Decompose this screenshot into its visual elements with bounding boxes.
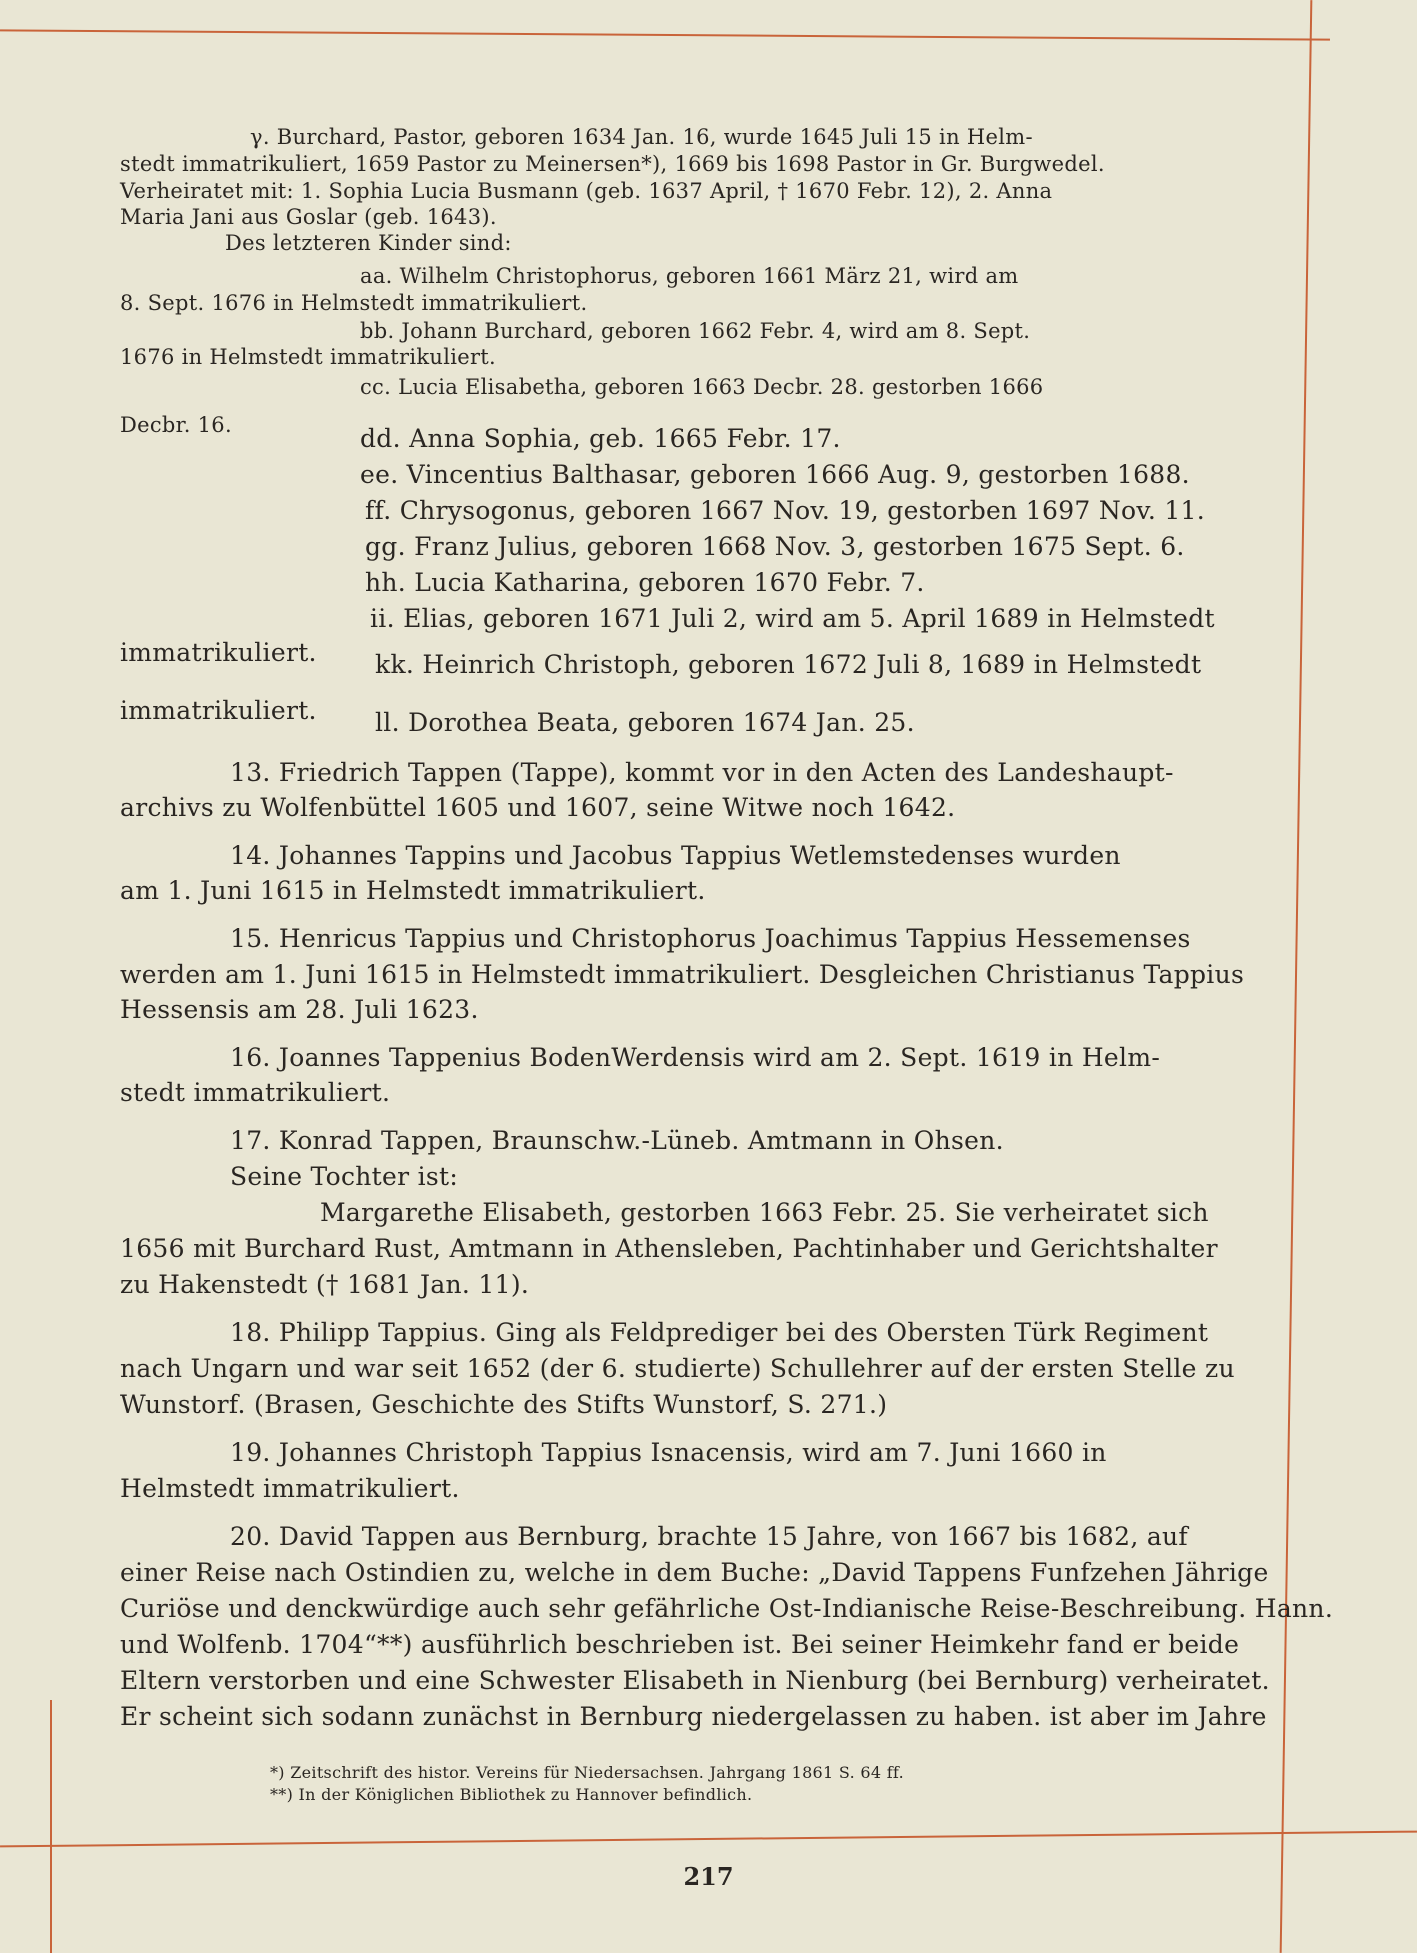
footnote: **) In der Königlichen Bibliothek zu Hannover befindlich. [270,1785,753,1804]
text-line: aa. Wilhelm Christophorus, geboren 1661 März 21, wird am [360,264,1019,288]
text-line: ii. Elias, geboren 1671 Juli 2, wird am 5. April 1689 in Helmstedt [370,604,1215,633]
frame-line-bottom [0,1831,1417,1848]
footnote: *) Zeitschrift des histor. Vereins für Niedersachsen. Jahrgang 1861 S. 64 ff. [270,1763,904,1782]
text-line: Curiöse und denckwürdige auch sehr gefährliche Ost-Indianische Reise-Beschreibung. Hann. [120,1594,1334,1623]
text-line: archivs zu Wolfenbüttel 1605 und 1607, seine Witwe noch 1642. [120,793,956,822]
text-line: Eltern verstorben und eine Schwester Elisabeth in Nienburg (bei Bernburg) verheiratet. [120,1666,1270,1695]
text-line: 17. Konrad Tappen, Braunschw.-Lüneb. Amtmann in Ohsen. [230,1126,1004,1155]
text-line: stedt immatrikuliert, 1659 Pastor zu Meinersen*), 1669 bis 1698 Pastor in Gr. Burgwedel. [120,152,1105,176]
text-line: cc. Lucia Elisabetha, geboren 1663 Decbr. 28. gestorben 1666 [360,375,1044,399]
text-line: ll. Dorothea Beata, geboren 1674 Jan. 25. [375,708,915,737]
text-line: ee. Vincentius Balthasar, geboren 1666 Aug. 9, gestorben 1688. [360,460,1190,489]
text-line: einer Reise nach Ostindien zu, welche in dem Buche: „David Tappens Funfzehen Jährige [120,1558,1269,1587]
text-line: Des letzteren Kinder sind: [225,231,512,255]
text-line: 13. Friedrich Tappen (Tappe), kommt vor in den Acten des Landeshaupt- [230,758,1174,787]
text-line: 19. Johannes Christoph Tappius Isnacensis, wird am 7. Juni 1660 in [230,1438,1107,1467]
text-line: bb. Johann Burchard, geboren 1662 Febr. 4, wird am 8. Sept. [360,319,1031,343]
text-line: zu Hakenstedt († 1681 Jan. 11). [120,1270,530,1299]
text-line: 15. Henricus Tappius und Christophorus Joachimus Tappius Hessemenses [230,924,1191,953]
text-line: 18. Philipp Tappius. Ging als Feldprediger bei des Obersten Türk Regiment [230,1318,1209,1347]
text-line: nach Ungarn und war seit 1652 (der 6. studierte) Schullehrer auf der ersten Stelle zu [120,1354,1235,1383]
text-line: 16. Joannes Tappenius BodenWerdensis wird am 2. Sept. 1619 in Helm- [230,1043,1161,1072]
text-line: 1656 mit Burchard Rust, Amtmann in Athensleben, Pachtinhaber und Gerichtshalter [120,1234,1218,1263]
text-line: Er scheint sich sodann zunächst in Bernburg niedergelassen zu haben. ist aber im Jahre [120,1702,1267,1731]
text-line: 1676 in Helmstedt immatrikuliert. [120,345,497,369]
text-line: Maria Jani aus Goslar (geb. 1643). [120,205,497,229]
text-line: hh. Lucia Katharina, geboren 1670 Febr. 7. [365,568,925,597]
text-line: Wunstorf. (Brasen, Geschichte des Stifts Wunstorf, S. 271.) [120,1390,888,1419]
text-line: γ. Burchard, Pastor, geboren 1634 Jan. 16, wurde 1645 Juli 15 in Helm- [250,125,1033,149]
text-line: und Wolfenb. 1704“**) ausführlich beschrieben ist. Bei seiner Heimkehr fand er beide [120,1630,1240,1659]
page-number: 217 [683,1862,734,1891]
text-line: Helmstedt immatrikuliert. [120,1474,460,1503]
text-line: stedt immatrikuliert. [120,1078,391,1107]
text-line: ff. Chrysogonus, geboren 1667 Nov. 19, gestorben 1697 Nov. 11. [365,496,1205,525]
text-line: 20. David Tappen aus Bernburg, brachte 15 Jahre, von 1667 bis 1682, auf [230,1522,1188,1551]
text-line: 14. Johannes Tappins und Jacobus Tappius Wetlemstedenses wurden [230,841,1121,870]
text-line: Margarethe Elisabeth, gestorben 1663 Febr. 25. Sie verheiratet sich [320,1198,1209,1227]
text-line: Seine Tochter ist: [230,1162,459,1191]
text-line: immatrikuliert. [120,696,317,725]
text-line: am 1. Juni 1615 in Helmstedt immatrikuliert. [120,876,706,905]
text-line: immatrikuliert. [120,638,317,667]
text-line: Hessensis am 28. Juli 1623. [120,995,479,1024]
text-line: werden am 1. Juni 1615 in Helmstedt immatrikuliert. Desgleichen Christianus Tappius [120,960,1245,989]
frame-line-top [0,29,1330,40]
text-line: 8. Sept. 1676 in Helmstedt immatrikuliert. [120,291,588,315]
text-line: kk. Heinrich Christoph, geboren 1672 Juli 8, 1689 in Helmstedt [375,650,1202,679]
text-line: dd. Anna Sophia, geb. 1665 Febr. 17. [360,424,841,453]
text-line: Verheiratet mit: 1. Sophia Lucia Busmann (geb. 1637 April, † 1670 Febr. 12), 2. Anna [120,179,1053,203]
frame-line-right [1280,0,1313,1953]
frame-line-left [50,1700,52,1953]
text-line: gg. Franz Julius, geboren 1668 Nov. 3, gestorben 1675 Sept. 6. [365,532,1185,561]
text-line: Decbr. 16. [120,413,232,437]
